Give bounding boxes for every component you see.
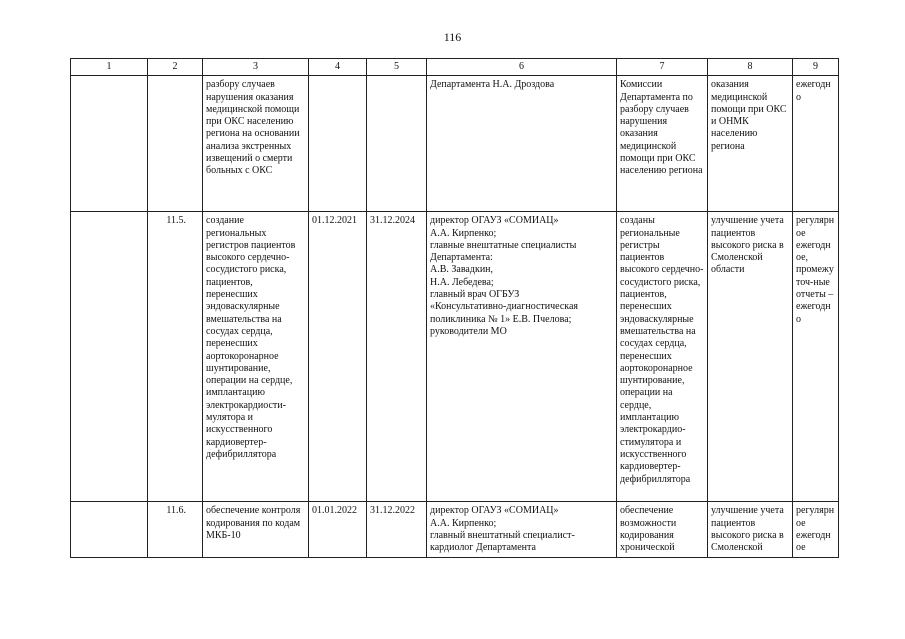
table-row (71, 76, 839, 212)
responsible-line: Н.А. Лебедева; (430, 276, 494, 288)
header-cell: 1 (71, 59, 148, 76)
result-cell: Комиссии Департамента по разбору случаев нарушения оказания медицинской помощи при ОКС населению региона (617, 76, 708, 212)
periodicity-cell: ежегодно (793, 76, 839, 212)
plan-table (70, 58, 839, 558)
responsible-cell (427, 76, 617, 212)
responsible-line: А.А. Кирпенко; (430, 227, 497, 239)
header-cell: 9 (793, 59, 839, 76)
activity-cell: создание региональных регистров пациентов высокого сердечно-сосудистого риска, пациентов, перенесших эндоваскулярные вмешательства на сосудах сердца, перенесших аортокоронарное шунтирование, операции на сердце, имплантацию электрокардиости-мулятора и искусственного кардиовертер-дефибриллятора (203, 212, 309, 502)
activity-cell: разбору случаев нарушения оказания медицинской помощи при ОКС населению региона на основании анализа экстренных извещений о смерти больных с ОКС (203, 76, 309, 212)
header-cell: 6 (427, 59, 617, 76)
item-number (148, 76, 203, 212)
responsible-line: Департамента Н.А. Дроздова (430, 79, 555, 91)
effect-cell: улучшение учета пациентов высокого риска в Смоленской области (708, 212, 793, 502)
periodicity-cell: регулярное ежегодное, промежуточ-ные отчеты – ежегодно (793, 212, 839, 502)
item-number: 11.6. (148, 502, 203, 558)
start-date: 01.12.2021 (309, 212, 367, 502)
header-cell: 2 (148, 59, 203, 76)
page-number: 116 (443, 30, 462, 44)
responsible-line: директор ОГАУЗ «СОМИАЦ» (430, 505, 559, 517)
table-row (71, 212, 839, 502)
end-date (367, 76, 427, 212)
responsible-line: директор ОГАУЗ «СОМИАЦ» (430, 215, 559, 227)
responsible-line: главный врач ОГБУЗ (430, 289, 520, 301)
section-cell (71, 76, 148, 212)
table-row (71, 502, 839, 558)
responsible-cell (427, 502, 617, 558)
effect-cell: улучшение учета пациентов высокого риска в Смоленской (708, 502, 793, 558)
section-cell (71, 502, 148, 558)
responsible-line: А.В. Завадкин, (430, 264, 494, 276)
start-date: 01.01.2022 (309, 502, 367, 558)
responsible-line: кардиолог Департамента (430, 542, 536, 554)
periodicity-cell: регулярное ежегодное (793, 502, 839, 558)
end-date: 31.12.2022 (367, 502, 427, 558)
header-cell: 4 (309, 59, 367, 76)
header-cell: 7 (617, 59, 708, 76)
start-date (309, 76, 367, 212)
header-cell: 5 (367, 59, 427, 76)
result-cell: созданы региональные регистры пациентов высокого сердечно-сосудистого риска, пациентов, перенесших эндоваскулярные вмешательства на сосудах сердца, перенесших аортокоронарное шунтирование, операции на сердце, имплантацию электрокардио-стимулятора и искусственного кардиовертер-дефибриллятора (617, 212, 708, 502)
end-date: 31.12.2024 (367, 212, 427, 502)
responsible-line: главный внештатный специалист- (430, 529, 575, 541)
responsible-cell (427, 212, 617, 502)
table-header-row (71, 59, 839, 76)
responsible-line: главные внештатные специалисты (430, 239, 577, 251)
section-cell (71, 212, 148, 502)
responsible-line: Департамента: (430, 252, 493, 264)
result-cell: обеспечение возможности кодирования хронической (617, 502, 708, 558)
item-number: 11.5. (148, 212, 203, 502)
responsible-line: «Консультативно-диагностическая (430, 301, 578, 313)
activity-cell: обеспечение контроля кодирования по кодам МКБ-10 (203, 502, 309, 558)
responsible-line: руководители МО (430, 325, 507, 337)
header-cell: 3 (203, 59, 309, 76)
responsible-line: поликлиника № 1» Е.В. Пчелова; (430, 313, 572, 325)
effect-cell: оказания медицинской помощи при ОКС и ОНМК населению региона (708, 76, 793, 212)
header-cell: 8 (708, 59, 793, 76)
responsible-line: А.А. Кирпенко; (430, 517, 497, 529)
